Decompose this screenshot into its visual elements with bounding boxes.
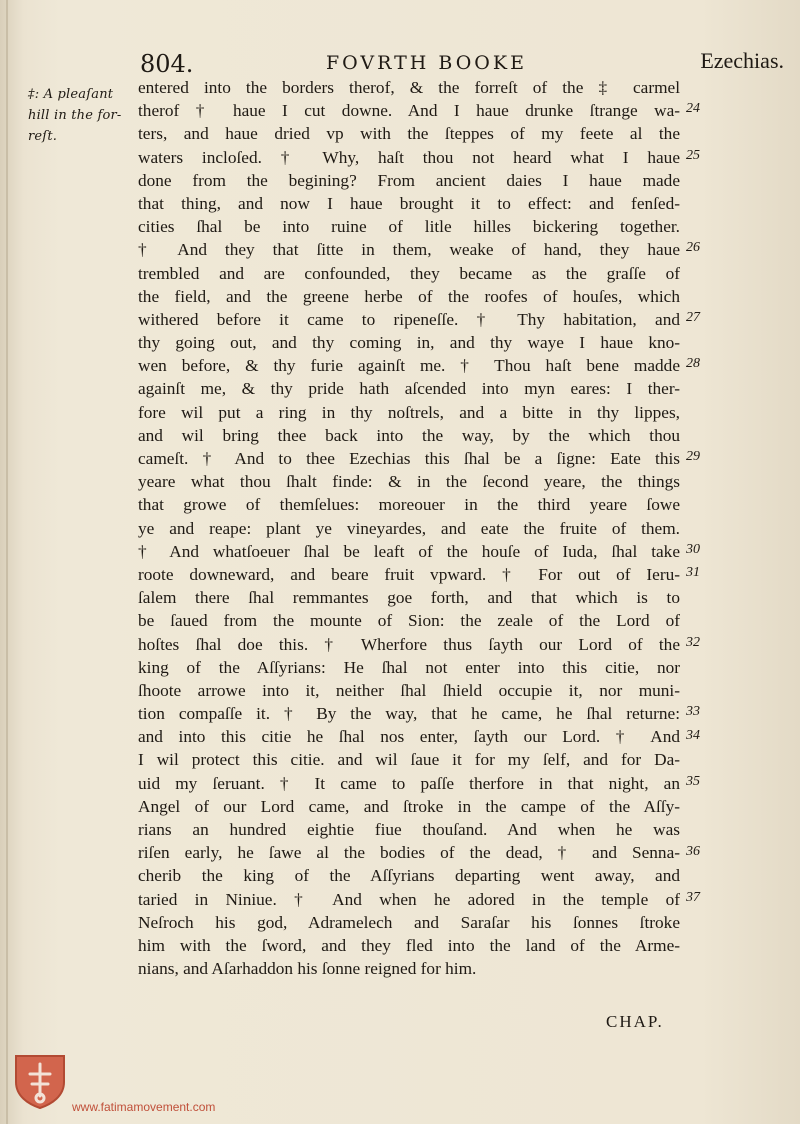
text-line: trembled and are confounded, they became as the graſſe of: [138, 263, 680, 283]
text-line: that thing, and now I haue brought it to effect: and fenſed-: [138, 193, 680, 213]
verse-number: 35: [686, 774, 700, 789]
verse-number: 27: [686, 310, 700, 325]
text-line: and wil bring thee back into the way, by the which thou: [138, 425, 680, 445]
text-line: Neſroch his god, Adramelech and Saraſar his ſonnes ſtroke: [138, 912, 680, 932]
text-line: ye and reape: plant ye vineyardes, and eate the fruite of them.: [138, 518, 680, 538]
text-line: done from the begining? From ancient daies I haue made: [138, 170, 680, 190]
margin-note-line: ‡: A pleaſant: [28, 87, 114, 102]
text-line: I wil protect this citie. and wil ſaue it for my ſelf, and for Da-: [138, 750, 680, 770]
text-line: fore wil put a ring in thy noſtrels, and a bitte in thy lippes,: [138, 402, 680, 422]
website-link[interactable]: www.fatimamovement.com: [72, 1100, 216, 1114]
text-line: entered into the borders therof, & the forreſt of the ‡ carmel: [138, 78, 680, 97]
verse-number: 36: [686, 843, 700, 859]
verse-number: 34: [686, 727, 700, 743]
text-line: † And whatſoeuer ſhal be leaft of the houſe of Iuda, ſhal take: [138, 541, 680, 561]
text-line: him with the ſword, and they fled into the land of the Arme-: [138, 935, 680, 955]
verse-number: 31: [686, 565, 700, 581]
verse-number: 33: [686, 704, 700, 720]
margin-note: [28, 84, 136, 147]
verse-number: 29: [686, 449, 700, 465]
text-line: waters incloſed. † Why, haſt thou not heard what I haue: [138, 147, 680, 167]
text-line: withered before it came to ripeneſſe. † Thy habitation, and: [138, 309, 680, 329]
text-line: ſhoote arrowe into it, neither ſhal ſhield occupie it, nor muni-: [138, 680, 680, 700]
text-line: againſt me, & thy pride hath aſcended into myn eares: I ther-: [138, 379, 680, 399]
verse-number: 24: [686, 101, 700, 117]
text-line: uid my ſeruant. † It came to paſſe therfore in that night, an: [138, 773, 680, 793]
text-line: the field, and the greene herbe of the roofes of houſes, which: [138, 286, 680, 306]
text-line: cameſt. † And to thee Ezechias this ſhal be a ſigne: Eate this: [138, 449, 680, 468]
text-line: riſen early, he ſawe al the bodies of the dead, † and Senna-: [138, 843, 680, 863]
text-line: hoſtes ſhal doe this. † Wherfore thus ſayth our Lord of the: [138, 634, 680, 654]
section-title: Ezechias.: [700, 48, 784, 73]
text-line: ters, and haue dried vp with the ſteppes of my feete al the: [138, 124, 680, 144]
text-line: roote downeward, and beare fruit vpward. † For out of Ieru-: [138, 564, 680, 584]
text-line: ſalem there ſhal remmantes goe forth, and that which is to: [138, 588, 680, 608]
verse-number: 32: [686, 634, 700, 650]
text-line: be ſaued from the mounte of Sion: the zeale of the Lord of: [138, 611, 680, 631]
page-number: 804.: [140, 50, 194, 78]
text-line: therof † haue I cut downe. And I haue drunke ſtrange wa-: [138, 101, 680, 121]
text-line: that growe of themſelues: moreouer in the third yeare ſowe: [138, 495, 680, 515]
text-line: cherib the king of the Aſſyrians departing went away, and: [138, 866, 680, 886]
text-line: king of the Aſſyrians: He ſhal not enter into this citie, nor: [138, 657, 680, 677]
text-line: cities ſhal be into ruine of litle hilles bickering together.: [138, 217, 680, 237]
catchword: CHAP.: [606, 1012, 664, 1031]
verse-number: 26: [686, 240, 700, 256]
text-line: Angel of our Lord came, and ſtroke in the campe of the Aſſy-: [138, 796, 680, 816]
text-line: rians an hundred eightie fiue thouſand. And when he was: [138, 820, 680, 839]
text-line: taried in Niniue. † And when he adored in the temple of: [138, 889, 680, 909]
margin-note-line: reſt.: [28, 129, 58, 144]
text-line: nians, and Aſarhaddon his ſonne reigned for him.: [138, 959, 477, 979]
text-line: tion compaſſe it. † By the way, that he came, he ſhal returne:: [138, 704, 680, 724]
verse-number: 30: [686, 542, 700, 557]
text-line: yeare what thou ſhalt finde: & in the ſecond yeare, the things: [138, 472, 680, 492]
text-line: and into this citie he ſhal nos enter, ſayth our Lord. † And: [138, 727, 680, 747]
verse-number: 25: [686, 147, 700, 163]
verse-number: 28: [686, 356, 700, 372]
text-line: † And they that ſitte in them, weake of hand, they haue: [138, 240, 680, 260]
running-title: FOVRTH BOOKE: [326, 52, 527, 74]
page-fold: [6, 0, 8, 1124]
shield-logo-icon: [12, 1052, 68, 1110]
verse-number: 37: [686, 890, 700, 905]
text-line: thy going out, and thy coming in, and thy waye I haue kno-: [138, 333, 680, 353]
text-line: wen before, & thy furie againſt me. † Thou haſt bene madde: [138, 356, 680, 376]
body-text: [138, 76, 680, 980]
margin-note-line: hill in the for-: [28, 108, 122, 123]
